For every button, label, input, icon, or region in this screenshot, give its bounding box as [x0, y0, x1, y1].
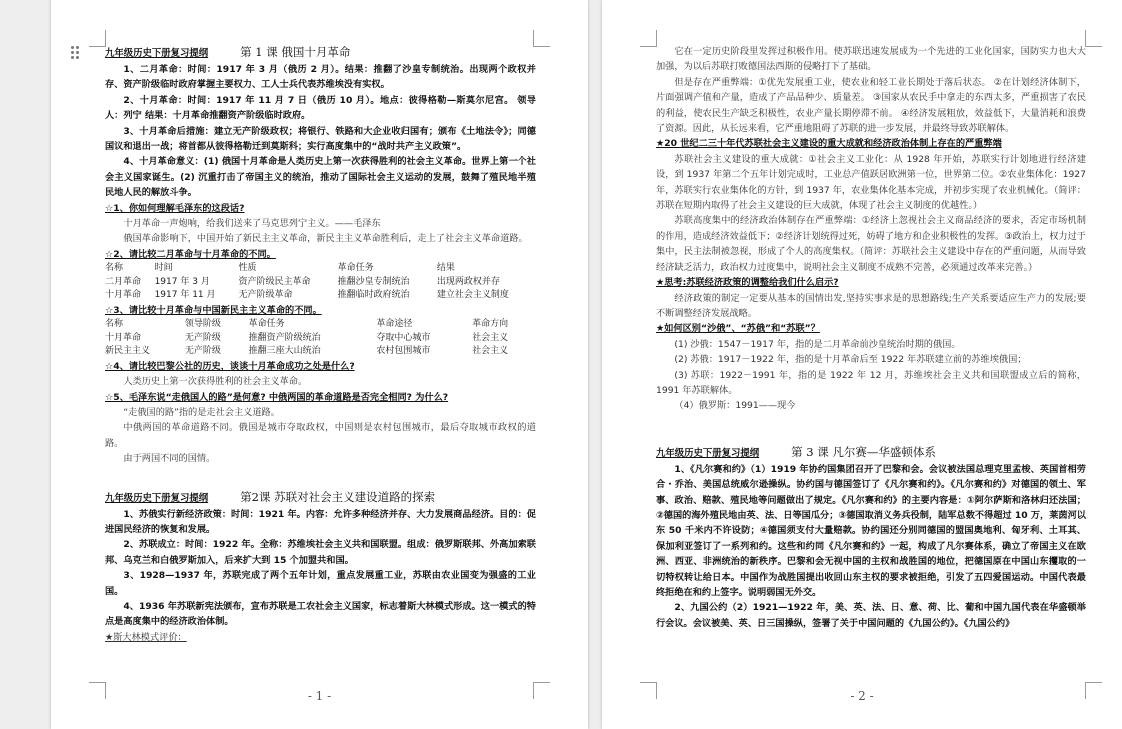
list-item: (2) 苏俄：1917－1922 年，指的是十月革命后至 1922 年苏联建立前的苏维埃俄国；: [674, 354, 1027, 366]
table-cell: 建立社会主义制度: [436, 290, 509, 301]
paragraph: 但是存在严重弊端：①优先发展重工业，使农业和轻工业长期处于落后状态。 ②在计划经济体制下，片面强调产值和产量，造成了产品品种少、质量差。 ③国家从农民手中拿走的东西太多，严重损害了农民的利益，使农民生产缺乏积极性，农业产量长期停滞不前。 ④经济发展粗放，效益低下，大量消耗和浪费了资源。因此，从长远来看，它严重地阻碍了苏联的进一步发展，并最终导致苏联解体。: [656, 76, 1086, 135]
table-cell: 革命任务: [337, 263, 374, 274]
paragraph: 1、二月革命：时间：1917 年 3 月（俄历 2 月）。结果：推翻了沙皇专制统治。出现两个政权并存、资产阶级临时政府掌握主要权力、工人士兵代表苏维埃没有实权。: [105, 64, 536, 91]
lesson-header: 九年级历史下册复习提纲: [105, 48, 209, 59]
lesson-title: 第 3 课 凡尔赛—华盛顿体系: [791, 444, 936, 459]
table-cell: 社会主义: [472, 346, 509, 357]
table-cell: 性质: [238, 263, 257, 274]
table-header-row: [105, 318, 536, 332]
table-cell: 无产阶级: [184, 346, 221, 357]
table-cell: 推翻沙皇专制统治: [337, 276, 410, 287]
table-cell: 革命方向: [472, 319, 509, 330]
table-row: [105, 276, 536, 290]
table-cell: 推翻资产阶级统治: [248, 332, 321, 343]
crop-mark: [1085, 30, 1102, 47]
document-page-2: [602, 0, 1122, 729]
answer: 由于两国不同的国情。: [123, 453, 216, 465]
table-cell: 结果: [436, 263, 455, 274]
table-cell: 领导阶级: [184, 319, 221, 330]
question: ☆1、你如何理解毛泽东的这段话?: [105, 202, 245, 214]
paragraph: 3、1928—1937 年，苏联完成了两个五年计划，重点发展重工业，苏联由农业国变为强盛的工业国。: [105, 570, 536, 597]
answer: 中俄两国的革命道路不同。俄国是城市夺取政权，中国则是农村包围城市，最后夺取城市政权的道路。: [105, 422, 536, 449]
table-cell: 夺取中心城市: [376, 332, 431, 343]
paragraph: 2、苏联成立：时间：1922 年。全称：苏维埃社会主义共和国联盟。组成：俄罗斯联邦、外高加索联邦、乌克兰和白俄罗斯加入，后来扩大到 15 个加盟共和国。: [105, 539, 536, 566]
paragraph: 2、九国公约（2）1921—1922 年，美、英、法、日、意、荷、比、葡和中国九国代表在华盛顿举行会议。会议被美、英、日三国操纵，签署了关于中国问题的《九国公约》。《九国公约》: [656, 602, 1086, 629]
table-cell: 二月革命: [105, 276, 142, 287]
table-move-handle-icon[interactable]: [71, 46, 81, 60]
crop-mark: [640, 30, 657, 47]
table-row: [105, 345, 536, 359]
table-cell: 1917 年 11 月: [154, 290, 216, 301]
lesson-2-title-row: [105, 489, 536, 507]
lesson-header: 九年级历史下册复习提纲: [105, 492, 209, 504]
comparison-table-1: [105, 262, 536, 303]
paragraph: 3、十月革命后措施：建立无产阶级政权；将银行、铁路和大企业收归国有；颁布《土地法令》；同德国议和退出一战；将首都从彼得格勒迁到莫斯科；实行高度集中的“战时共产主义政策”。: [105, 125, 536, 153]
table-cell: 资产阶级民主革命: [238, 276, 311, 287]
comparison-table-2: [105, 318, 536, 359]
table-cell: 革命途径: [376, 319, 413, 330]
question: ☆2、请比较二月革命与十月革命的不同。: [105, 248, 276, 260]
lesson-title: 第 1 课 俄国十月革命: [240, 45, 351, 59]
document-page-1: [51, 0, 588, 729]
section-heading: ★20 世纪二三十年代苏联社会主义建设的重大成就和经济政治体制上存在的严重弊端: [656, 138, 1002, 150]
page-1-body: [105, 44, 536, 645]
list-item: （4）俄罗斯：1991——现今: [674, 400, 796, 412]
table-cell: 新民主主义: [105, 346, 151, 357]
answer: 俄国革命影响下，中国开始了新民主主义革命，新民主主义革命胜利后，走上了社会主义革命道路。: [123, 233, 528, 245]
answer: “走俄国的路”指的是走社会主义道路。: [123, 406, 280, 418]
table-cell: 十月革命: [105, 290, 142, 301]
table-cell: 1917 年 3 月: [154, 276, 210, 287]
table-cell: 革命任务: [248, 319, 285, 330]
answer: 十月革命一声炮响，给我们送来了马克思列宁主义。——毛泽东: [123, 218, 381, 230]
crop-mark: [89, 30, 106, 47]
table-row: [105, 332, 536, 346]
paragraph: ★斯大林模式评价：: [105, 631, 187, 643]
table-cell: 推翻三座大山统治: [248, 346, 321, 357]
table-cell: 无产阶级革命: [238, 290, 293, 301]
list-item: (1) 沙俄：1547－1917 年，指的是二月革命前沙皇统治时期的俄国。: [674, 338, 961, 350]
question: ☆4、请比较巴黎公社的历史，谈谈十月革命成功之处是什么?: [105, 360, 355, 372]
table-cell: 出现两政权并存: [436, 276, 500, 287]
paragraph: 2、十月革命：时间：1917 年 11 月 7 日（俄历 10 月）。地点：彼得格勒—斯莫尔尼宫。 领导人：列宁 结果：十月革命推翻资产阶级临时政府。: [105, 94, 536, 122]
section-heading: ★如何区别“沙俄”、“苏俄”和“苏联”？: [656, 323, 820, 335]
question: ☆3、请比较十月革命与中国新民主主义革命的不同。: [105, 304, 322, 316]
table-row: [105, 289, 536, 303]
paragraph: 经济政策的制定一定要从基本的国情出发,坚持实事求是的思想路线;生产关系要适应生产力的发展;要不断调整经济发展战略。: [656, 292, 1086, 319]
paragraph: 4、1936 年苏联新宪法颁布，宣布苏联是工农社会主义国家，标志着斯大林模式形成。这一模式的特点是高度集中的经济政治体制。: [105, 600, 536, 628]
list-item: (3) 苏联：1922－1991 年，指的是 1922 年 12 月，苏维埃社会主义共和国联盟成立后的简称，1991 年苏联解体。: [656, 369, 1086, 396]
paragraph: 4、十月革命意义：(1) 俄国十月革命是人类历史上第一次获得胜利的社会主义革命。世界上第一个社会主义国家诞生。(2) 沉重打击了帝国主义的统治，推动了国际社会主义运动的发展，鼓舞了殖民地半殖民地人民的解放斗争。: [105, 156, 536, 199]
lesson-title: 第2课 苏联对社会主义建设道路的探索: [240, 489, 436, 504]
lesson-3-title-row: [656, 444, 1086, 462]
table-cell: 名称: [105, 263, 124, 274]
page-number: - 2 -: [850, 689, 874, 703]
table-header-row: [105, 262, 536, 276]
paragraph: 它在一定历史阶段里发挥过积极作用。使苏联迅速发展成为一个先进的工业化国家，国防实力也大大加强，为以后苏联打败德国法西斯的侵略打下了基础。: [656, 46, 1086, 73]
lesson-header: 九年级历史下册复习提纲: [656, 447, 760, 459]
answer: 人类历史上第一次获得胜利的社会主义革命。: [123, 376, 308, 388]
table-cell: 名称: [105, 319, 124, 330]
section-heading: ★思考:苏联经济政策的调整给我们什么启示?: [656, 277, 839, 289]
table-cell: 时间: [154, 263, 173, 274]
table-cell: 农村包围城市: [376, 346, 431, 357]
question: ☆5、毛泽东说“走俄国人的路”是何意? 中俄两国的革命道路是否完全相同? 为什么?: [105, 391, 449, 403]
page-number: - 1 -: [307, 689, 332, 703]
paragraph: 1、苏俄实行新经济政策：时间：1921 年。内容：允许多种经济并存、大力发展商品经济。目的：促进国民经济的恢复和发展。: [105, 508, 536, 535]
paragraph: 苏联高度集中的经济政治体制存在严重弊端：①经济上忽视社会主义商品经济的要求，否定市场机制的作用，造成经济效益低下；②经济计划统得过死，妨碍了地方和企业积极性的发挥。③政治上，权力过于集中，民主法制被忽视，形成了个人的高度集权。（简评：苏联社会主义建设中存在的严重问题，从而导致经济缺乏活力，政治权力过度集中，说明社会主义制度不成熟不完善，必须通过改革来完善。）: [656, 215, 1086, 273]
table-cell: 无产阶级: [184, 332, 221, 343]
table-cell: 推翻临时政府统治: [337, 290, 410, 301]
paragraph: 苏联社会主义建设的重大成就：①社会主义工业化：从 1928 年开始，苏联实行计划地进行经济建设，到 1937 年第二个五年计划完成时，工业总产值跃居欧洲第一位，世界第二位。②农业集体化：1927 年，苏联实行农业集体化的方针，到 1937 年，农业集体化基本完成，并初步实现了农业机械化。（简评：苏联在短期内取得了社会主义建设的巨大成就，体现了社会主义制度的优越性。）: [656, 153, 1086, 212]
paragraph: 1、《凡尔赛和约》（1）1919 年协约国集团召开了巴黎和会。会议被法国总理克里孟梭、英国首相劳合・乔治、美国总统威尔逊操纵。协约国与德国签订了《凡尔赛和约》。《凡尔赛和约》对德国的领土、军事、政治、赔款、殖民地等问题做出了规定。《凡尔赛和约》的主要内容是：①阿尔萨斯和洛林归还法国；②德国的海外殖民地由英、法、日等国瓜分；③德国取消义务兵役制，陆军总数不得超过 10 万，莱茵河以东 50 千米内不许设防；④德国须支付大量赔款。协约国还分别同德国的盟国奥地利、匈牙利、土耳其、保加利亚签订了一系列和约。这些和约同《凡尔赛和约》一起，构成了凡尔赛体系，确立了帝国主义在欧洲、西亚、非洲统治的新秩序。巴黎和会无视中国的主权和战胜国的地位，把德国原在中国山东攫取的一切特权转让给日本。中国作为战胜国提出收回山东主权的要求被拒绝，引发了五四爱国运动。中国代表最终拒绝在和约上签字。说明弱国无外交。: [656, 463, 1086, 598]
lesson-1-title-row: [105, 44, 536, 62]
page-2-body: [656, 44, 1086, 631]
table-cell: 社会主义: [472, 332, 509, 343]
table-cell: 十月革命: [105, 332, 142, 343]
